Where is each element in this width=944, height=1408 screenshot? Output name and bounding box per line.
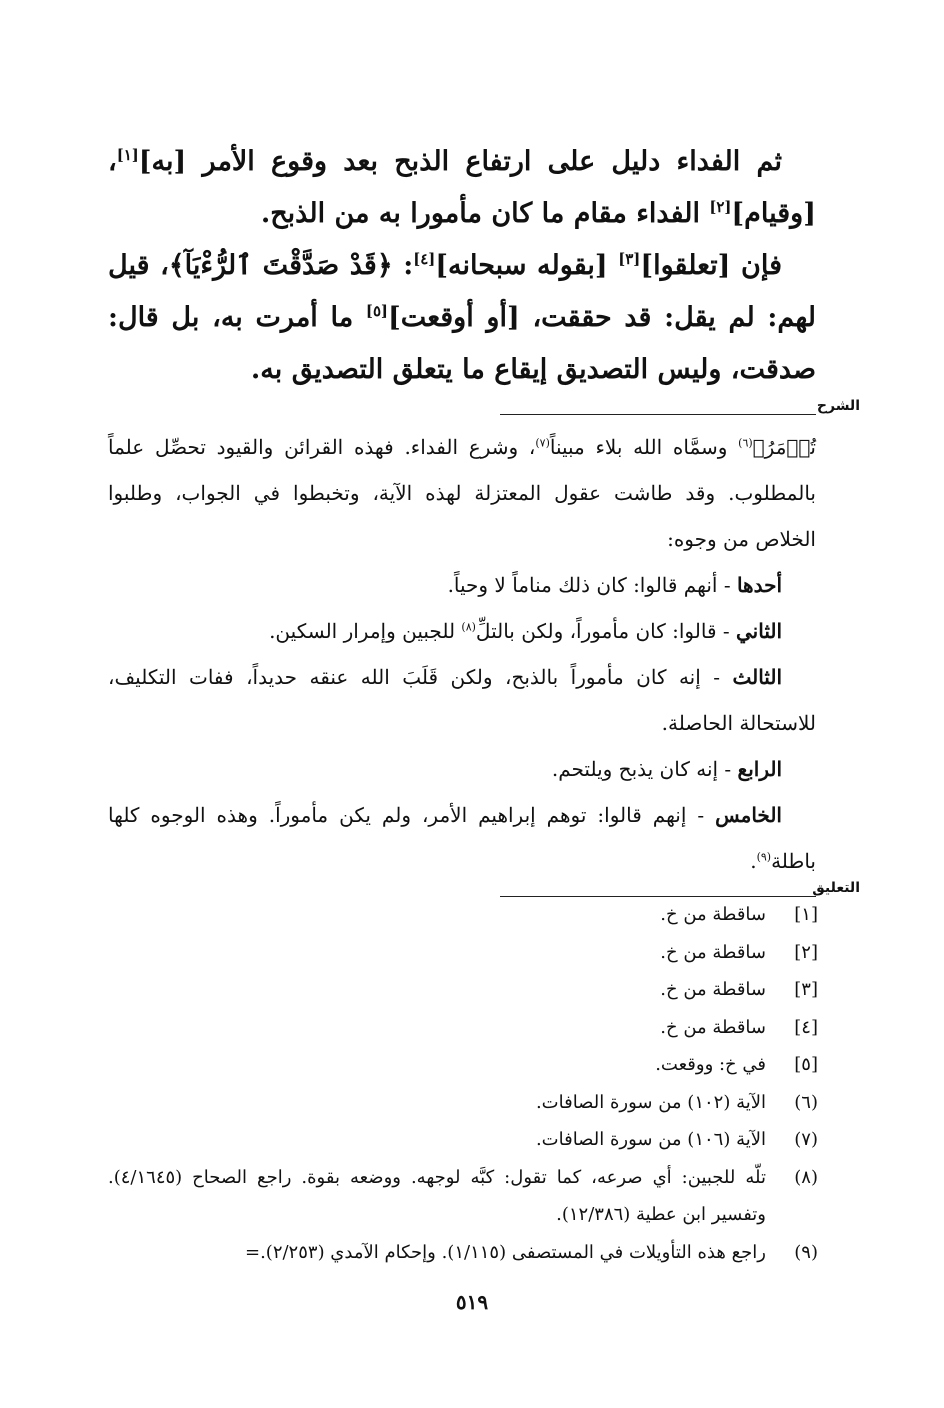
taliq-label: التعليق bbox=[812, 880, 860, 896]
footnotes bbox=[108, 896, 818, 1271]
item-lead: الخامس bbox=[715, 803, 782, 827]
sharh-item-3: الثالث - إنه كان مأموراً بالذبح، ولكن قَلَبَ الله عنقه حديداً، ففات التكليف، للاستحالة الحاصلة. bbox=[108, 665, 816, 735]
main-paragraph-1: ثم الفداء دليل على ارتفاع الذبح بعد وقوع الأمر [به][١]، [وقيام][٢] الفداء مقام ما كان مأمورا به من الذبح. bbox=[108, 146, 816, 229]
footnote: [٣] ساقطة من خ. bbox=[660, 979, 818, 1000]
sharh-text bbox=[108, 424, 816, 884]
footnote: (٨) تلّه للجبين: أي صرعه، كما تقول: كبَّه لوجهه. ووضعه بقوة. راجع الصحاح (٤/١٦٤٥). وتفسير ابن عطية (١٢/٣٨٦). bbox=[108, 1166, 818, 1225]
footnote: (٦) الآية (١٠٢) من سورة الصافات. bbox=[535, 1091, 818, 1113]
item-lead: الرابع bbox=[737, 757, 782, 781]
sharh-item-1: أحدها - أنهم قالوا: كان ذلك مناماً لا وحياً. bbox=[447, 573, 782, 597]
sharh-item-4: الرابع - إنه كان يذبح ويلتحم. bbox=[551, 757, 782, 781]
page-number: ٥١٩ bbox=[455, 1290, 489, 1314]
footnote: [٥] في خ: ووقعت. bbox=[655, 1054, 818, 1075]
footnote: (٩) راجع هذه التأويلات في المستصفى (١/١١٥). وإحكام الآمدي (٢/٢٥٣).= bbox=[244, 1241, 818, 1263]
item-lead: أحدها bbox=[736, 573, 782, 597]
sharh-paragraph-1: تُؤۡمَرُ﴾$^{(٦)}$ وسمَّاه الله بلاء مبيناً$^{(٧)}$، وشرع الفداء. فهذه القرائن والقيود تحصِّل علماً بالمطلوب. وقد طاشت عقول المعتزلة لهذه الآية، وتخبطوا في الجواب، وطلبوا الخلاص من وجوه: bbox=[108, 435, 816, 551]
main-text bbox=[108, 136, 816, 396]
sharh-item-5: الخامس - إنهم قالوا: توهم إبراهيم الأمر، ولم يكن مأموراً. وهذه الوجوه كلها باطلة$^{(٩)}$. bbox=[108, 803, 816, 873]
footnote: [٢] ساقطة من خ. bbox=[660, 941, 818, 963]
footnote: (٧) الآية (١٠٦) من سورة الصافات. bbox=[535, 1129, 818, 1150]
footnote: [٤] ساقطة من خ. bbox=[660, 1016, 818, 1038]
sharh-item-2: الثاني - قالوا: كان مأموراً، ولكن بالتلِّ$^{(٨)}$ للجبين وإمرار السكين. bbox=[269, 619, 782, 643]
sharh-divider bbox=[500, 414, 816, 415]
footnote: [١] ساقطة من خ. bbox=[660, 904, 818, 925]
item-lead: الثالث bbox=[732, 665, 782, 689]
item-lead: الثاني bbox=[735, 619, 782, 643]
main-paragraph-2: فإن [تعلقوا][٣] [بقوله سبحانه][٤]: ﴿قَدْ صَدَّقْتَ ٱلرُّءْيَآ﴾، قيل لهم: لم يقل: قد حققت، [أو أوقعت][٥] ما أمرت به، بل قال: صدقت، وليس التصديق إيقاع ما يتعلق التصديق به. bbox=[108, 250, 816, 385]
sharh-label: الشرح bbox=[816, 398, 860, 414]
